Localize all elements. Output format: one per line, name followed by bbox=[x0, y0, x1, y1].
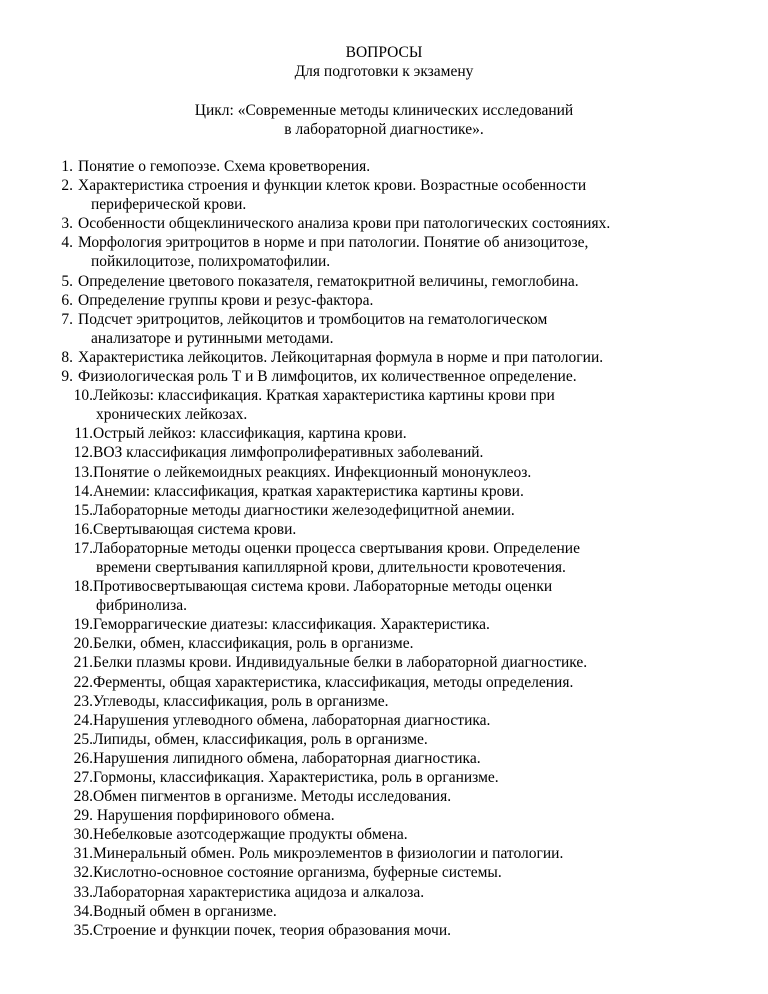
question-item bbox=[0, 367, 768, 386]
question-item bbox=[0, 539, 768, 577]
question-text: Лабораторные методы оценки процесса свертывания крови. Определение bbox=[93, 539, 580, 557]
question-number: 17. bbox=[73, 539, 93, 557]
question-number: 24. bbox=[73, 711, 93, 729]
question-item bbox=[0, 386, 768, 424]
question-number: 2. bbox=[61, 177, 73, 195]
question-item bbox=[0, 711, 768, 730]
question-text: Геморрагические диатезы: классификация. Характеристика. bbox=[93, 616, 490, 634]
question-item bbox=[0, 863, 768, 882]
question-text: Кислотно-основное состояние организма, буферные системы. bbox=[93, 864, 502, 882]
cycle-title-line-2: в лабораторной диагностике». bbox=[284, 121, 484, 138]
question-text: Морфология эритроцитов в норме и при патологии. Понятие об анизоцитозе, bbox=[78, 234, 589, 252]
question-text-continuation: периферической крови. bbox=[91, 196, 247, 214]
question-item bbox=[0, 883, 768, 902]
question-text: Подсчет эритроцитов, лейкоцитов и тромбоцитов на гематологическом bbox=[78, 310, 548, 328]
question-item bbox=[0, 291, 768, 310]
cycle-title-line-1: Цикл: «Современные методы клинических исследований bbox=[194, 102, 574, 119]
question-number: 12. bbox=[73, 444, 93, 462]
question-item bbox=[0, 520, 768, 539]
question-number: 19. bbox=[73, 616, 93, 634]
question-text: Белки, обмен, классификация, роль в организме. bbox=[93, 635, 414, 653]
question-text: Нарушения липидного обмена, лабораторная диагностика. bbox=[93, 749, 481, 767]
question-number: 31. bbox=[73, 845, 93, 863]
question-item bbox=[0, 921, 768, 940]
question-number: 29. bbox=[73, 807, 93, 825]
question-number: 28. bbox=[73, 788, 93, 806]
question-item bbox=[0, 272, 768, 291]
question-text: Гормоны, классификация. Характеристика, роль в организме. bbox=[93, 769, 499, 786]
question-text: Характеристика лейкоцитов. Лейкоцитарная формула в норме и при патологии. bbox=[78, 348, 604, 366]
question-text: Понятие о гемопоэзе. Схема кроветворения. bbox=[78, 158, 371, 175]
question-text: Особенности общеклинического анализа крови при патологических состояниях. bbox=[78, 215, 611, 233]
question-text-continuation: пойкилоцитозе, полихроматофилии. bbox=[91, 253, 331, 271]
question-item bbox=[0, 310, 768, 348]
question-text: Небелковые азотсодержащие продукты обмена. bbox=[93, 826, 408, 844]
question-text: Ферменты, общая характеристика, классификация, методы определения. bbox=[93, 673, 574, 691]
question-text: Обмен пигментов в организме. Методы исследования. bbox=[93, 788, 452, 806]
question-number: 1. bbox=[61, 158, 73, 175]
question-text: Лабораторные методы диагностики железодефицитной анемии. bbox=[93, 501, 515, 519]
question-item bbox=[0, 768, 768, 787]
question-text: Минеральный обмен. Роль микроэлементов в физиологии и патологии. bbox=[93, 845, 564, 863]
question-item bbox=[0, 463, 768, 482]
question-number: 26. bbox=[73, 749, 93, 767]
question-item bbox=[0, 653, 768, 672]
question-number: 16. bbox=[73, 520, 93, 538]
question-item bbox=[0, 176, 768, 214]
question-text-continuation: фибринолиза. bbox=[96, 597, 188, 615]
question-number: 14. bbox=[73, 482, 93, 500]
question-text: Лейкозы: классификация. Краткая характеристика картины крови при bbox=[93, 387, 555, 405]
question-item bbox=[0, 577, 768, 615]
question-number: 11. bbox=[74, 425, 93, 443]
question-number: 9. bbox=[61, 368, 73, 386]
question-number: 10. bbox=[73, 387, 93, 405]
question-item bbox=[0, 233, 768, 271]
question-item bbox=[0, 902, 768, 921]
document-subtitle: Для подготовки к экзамену bbox=[294, 63, 474, 80]
question-text: Понятие о лейкемоидных реакциях. Инфекционный мононуклеоз. bbox=[93, 463, 532, 481]
document-title: ВОПРОСЫ bbox=[345, 44, 423, 61]
question-number: 15. bbox=[73, 501, 93, 519]
question-item bbox=[0, 825, 768, 844]
question-item bbox=[0, 157, 768, 176]
question-text: Острый лейкоз: классификация, картина крови. bbox=[93, 425, 407, 443]
question-item bbox=[0, 806, 768, 825]
question-text: Нарушения порфиринового обмена. bbox=[93, 807, 335, 825]
question-item bbox=[0, 424, 768, 443]
question-list bbox=[0, 157, 768, 940]
question-item bbox=[0, 443, 768, 462]
question-number: 3. bbox=[61, 215, 73, 233]
question-text: Водный обмен в организме. bbox=[93, 902, 277, 920]
question-item bbox=[0, 348, 768, 367]
question-text: Липиды, обмен, классификация, роль в организме. bbox=[93, 730, 428, 748]
question-item bbox=[0, 787, 768, 806]
question-text: Определение цветового показателя, гематокритной величины, гемоглобина. bbox=[78, 272, 579, 290]
question-number: 21. bbox=[73, 654, 93, 672]
question-item bbox=[0, 482, 768, 501]
question-text: Анемии: классификация, краткая характеристика картины крови. bbox=[93, 482, 524, 500]
question-text: Определение группы крови и резус-фактора. bbox=[78, 291, 374, 309]
question-number: 22. bbox=[73, 673, 93, 691]
question-number: 8. bbox=[61, 348, 73, 366]
question-number: 30. bbox=[73, 826, 93, 844]
question-item bbox=[0, 615, 768, 634]
question-number: 4. bbox=[61, 234, 73, 252]
question-number: 27. bbox=[73, 769, 93, 786]
question-text-continuation: анализаторе и рутинными методами. bbox=[91, 329, 334, 347]
question-text: Белки плазмы крови. Индивидуальные белки в лабораторной диагностике. bbox=[93, 654, 588, 672]
question-item bbox=[0, 634, 768, 653]
question-item bbox=[0, 673, 768, 692]
question-number: 35. bbox=[73, 921, 93, 939]
question-text-continuation: хронических лейкозах. bbox=[96, 406, 248, 424]
question-number: 34. bbox=[73, 902, 93, 920]
question-text: Характеристика строения и функции клеток крови. Возрастные особенности bbox=[78, 177, 587, 195]
question-text: Углеводы, классификация, роль в организме. bbox=[93, 692, 389, 710]
question-text: Физиологическая роль Т и В лимфоцитов, их количественное определение. bbox=[78, 368, 577, 386]
question-number: 7. bbox=[61, 310, 73, 328]
question-number: 23. bbox=[73, 692, 93, 710]
question-number: 33. bbox=[73, 883, 93, 901]
question-number: 18. bbox=[73, 578, 93, 596]
question-text: ВОЗ классификация лимфопролиферативных заболеваний. bbox=[93, 444, 484, 462]
question-item bbox=[0, 730, 768, 749]
question-text: Противосвертывающая система крови. Лабораторные методы оценки bbox=[93, 578, 553, 596]
question-item bbox=[0, 501, 768, 520]
question-number: 25. bbox=[73, 730, 93, 748]
question-number: 32. bbox=[73, 864, 93, 882]
question-item bbox=[0, 749, 768, 768]
question-item bbox=[0, 692, 768, 711]
question-text: Свертывающая система крови. bbox=[93, 520, 297, 538]
question-text: Строение и функции почек, теория образования мочи. bbox=[93, 921, 451, 939]
question-number: 5. bbox=[61, 272, 73, 290]
question-number: 20. bbox=[73, 635, 93, 653]
question-text: Лабораторная характеристика ацидоза и алкалоза. bbox=[93, 883, 425, 901]
question-number: 13. bbox=[73, 463, 93, 481]
question-item bbox=[0, 844, 768, 863]
question-text: Нарушения углеводного обмена, лабораторная диагностика. bbox=[93, 711, 491, 729]
question-item bbox=[0, 214, 768, 233]
question-number: 6. bbox=[61, 291, 73, 309]
question-text-continuation: времени свертывания капиллярной крови, длительности кровотечения. bbox=[96, 558, 566, 576]
